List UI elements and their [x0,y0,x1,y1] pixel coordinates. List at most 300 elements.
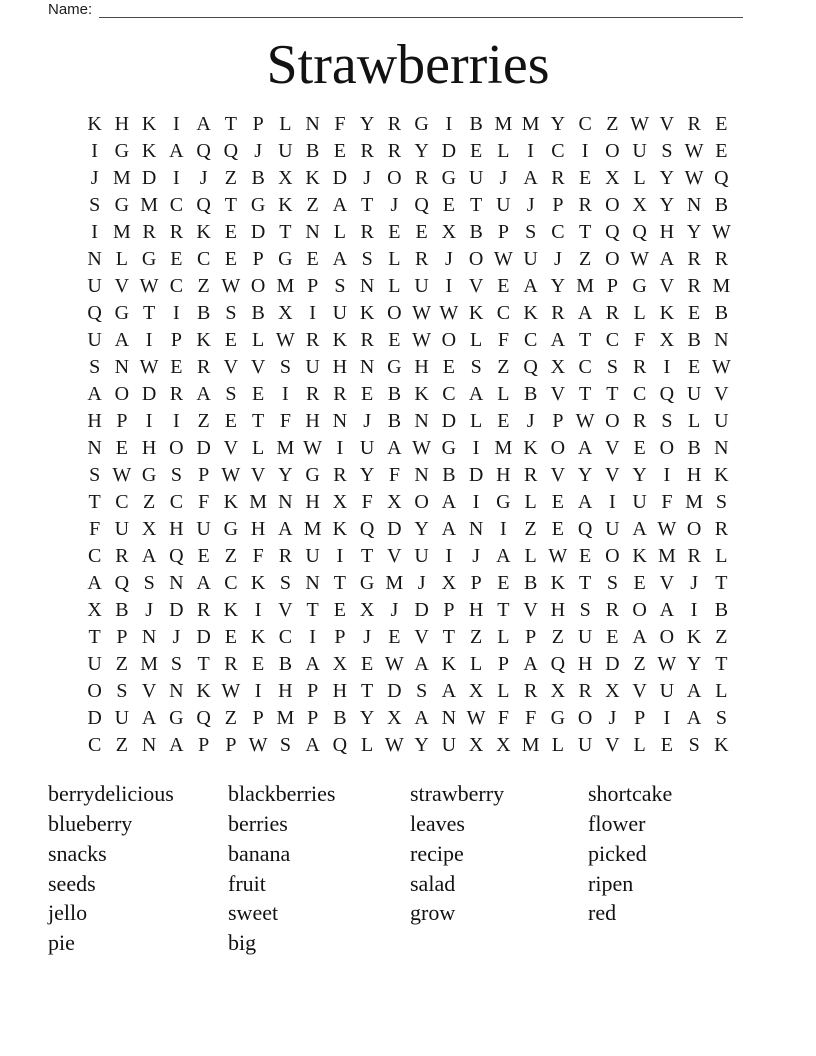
grid-letter: L [688,410,701,432]
grid-letter: N [359,275,375,297]
grid-letter: T [143,302,156,324]
grid-letter: D [605,653,620,675]
word-list-item: recipe [410,840,464,866]
grid-letter: T [579,572,592,594]
grid-letter: J [690,572,699,594]
word-list [48,779,768,958]
grid-letter: U [196,518,211,540]
grid-letter: I [91,140,98,162]
grid-letter: E [633,572,646,594]
grid-letter: T [361,545,374,567]
grid-letter: O [605,410,620,432]
grid-letter: C [87,545,102,567]
grid-letter: D [468,464,484,486]
grid-letter: R [169,383,184,405]
grid-row [81,462,735,489]
grid-letter: J [363,410,372,432]
grid-letter: E [388,221,401,243]
grid-letter: B [687,437,701,459]
grid-row [81,408,735,435]
grid-letter: H [305,491,320,513]
word-search-grid [81,111,735,759]
grid-letter: X [468,734,484,756]
grid-letter: T [88,626,101,648]
grid-letter: W [493,248,513,270]
grid-letter: B [115,599,129,621]
grid-letter: R [523,464,538,486]
word-list-item: sweet [228,900,279,926]
grid-letter: T [579,329,592,351]
name-label: Name: [48,1,93,18]
grid-letter: R [414,167,429,189]
grid-letter: I [145,329,153,351]
grid-letter: R [333,383,347,405]
grid-letter: V [250,464,266,486]
grid-letter: L [252,437,265,459]
grid-letter: Q [714,167,729,189]
grid-letter: P [606,275,618,297]
grid-letter: F [634,329,646,351]
grid-letter: A [441,518,457,540]
grid-letter: J [363,626,372,648]
grid-letter: P [307,707,319,729]
grid-letter: N [359,356,375,378]
word-list-item: ripen [588,870,634,896]
grid-letter: G [414,113,429,135]
grid-letter: K [196,329,211,351]
grid-letter: P [443,599,455,621]
grid-letter: U [332,302,348,324]
grid-letter: E [442,194,455,216]
grid-letter: W [711,356,731,378]
grid-letter: W [412,302,432,324]
grid-letter: H [169,518,184,540]
grid-letter: L [361,734,374,756]
grid-letter: X [441,221,457,243]
grid-letter: F [252,545,264,567]
grid-letter: E [715,140,728,162]
grid-letter: W [112,464,132,486]
grid-letter: J [444,248,453,270]
grid-letter: E [715,113,728,135]
grid-letter: F [198,491,210,513]
grid-letter: T [715,653,728,675]
grid-letter: W [139,356,159,378]
grid-letter: D [141,167,157,189]
grid-letter: I [282,383,289,405]
grid-letter: Z [306,194,319,216]
grid-letter: U [523,248,538,270]
grid-letter: A [523,275,538,297]
grid-letter: E [170,248,183,270]
grid-letter: H [87,410,102,432]
grid-letter: O [659,437,675,459]
word-list-item: fruit [228,870,266,896]
grid-letter: N [305,221,320,243]
grid-letter: O [169,437,184,459]
grid-letter: G [387,356,402,378]
grid-letter: P [252,113,264,135]
grid-letter: O [632,599,647,621]
grid-letter: X [387,491,402,513]
grid-letter: X [359,599,375,621]
grid-letter: E [361,653,374,675]
grid-letter: O [250,275,266,297]
grid-letter: X [387,707,402,729]
grid-letter: T [361,680,374,702]
grid-letter: I [254,680,262,702]
grid-letter: B [714,194,729,216]
grid-letter: N [169,572,184,594]
word-list-column [48,779,228,958]
grid-letter: U [714,410,729,432]
grid-letter: X [87,599,102,621]
grid-letter: T [579,221,592,243]
grid-letter: W [575,410,595,432]
grid-letter: I [472,491,480,513]
grid-letter: A [196,113,211,135]
grid-letter: L [470,410,483,432]
grid-letter: N [114,356,130,378]
word-list-item: salad [410,870,456,896]
grid-letter: Y [659,167,675,189]
grid-letter: U [605,518,620,540]
grid-letter: R [605,302,620,324]
grid-letter: Y [359,113,375,135]
grid-letter: E [497,410,510,432]
page-title: Strawberries [266,34,550,96]
grid-letter: E [333,599,346,621]
grid-letter: S [715,707,727,729]
grid-letter: N [714,329,729,351]
grid-letter: A [332,194,348,216]
grid-letter: H [114,113,130,135]
word-list-item: flower [588,810,646,836]
grid-letter: F [361,491,373,513]
grid-letter: U [114,707,130,729]
grid-letter: X [550,356,566,378]
grid-letter: A [686,680,702,702]
grid-letter: Q [359,518,375,540]
grid-letter: M [276,275,295,297]
grid-letter: K [659,302,675,324]
grid-letter: R [278,545,293,567]
grid-letter: I [173,410,180,432]
grid-letter: K [686,626,702,648]
grid-letter: M [521,113,540,135]
grid-letter: R [687,248,701,270]
grid-letter: X [605,167,620,189]
grid-letter: Z [715,626,728,648]
grid-letter: J [499,167,508,189]
grid-letter: C [224,572,238,594]
grid-letter: G [359,572,375,594]
grid-letter: L [333,221,346,243]
grid-letter: L [633,734,646,756]
grid-letter: W [466,707,486,729]
grid-letter: A [659,599,675,621]
grid-letter: M [657,545,676,567]
grid-letter: J [390,194,399,216]
grid-letter: S [579,599,591,621]
grid-letter: I [309,626,316,648]
grid-letter: I [309,302,316,324]
grid-letter: I [91,221,98,243]
grid-letter: K [632,545,647,567]
grid-letter: B [387,410,402,432]
grid-letter: F [388,464,400,486]
grid-letter: E [333,140,346,162]
grid-letter: X [441,572,457,594]
grid-letter: H [468,599,484,621]
grid-letter: P [634,707,646,729]
grid-letter: M [140,653,159,675]
word-list-column [588,779,768,958]
grid-letter: Q [523,356,538,378]
grid-letter: A [387,437,402,459]
grid-letter: K [250,626,266,648]
grid-letter: A [441,680,457,702]
grid-letter: A [523,653,538,675]
word-list-item: red [588,900,617,926]
grid-letter: I [445,545,453,567]
grid-letter: F [497,329,509,351]
grid-letter: R [305,383,320,405]
grid-letter: E [224,221,237,243]
grid-letter: U [659,680,675,702]
grid-letter: M [712,275,731,297]
grid-letter: N [305,572,320,594]
grid-letter: U [441,734,457,756]
grid-letter: V [250,356,266,378]
grid-letter: F [497,707,509,729]
grid-letter: A [414,707,429,729]
grid-letter: G [250,194,266,216]
word-list-item: snacks [48,840,107,866]
grid-letter: D [87,707,102,729]
grid-letter: L [388,248,401,270]
grid-row [81,111,735,138]
grid-letter: J [90,167,99,189]
grid-letter: K [523,302,538,324]
grid-letter: W [384,653,404,675]
grid-letter: E [388,626,401,648]
word-list-item: big [228,930,257,956]
grid-letter: E [551,518,564,540]
grid-letter: O [659,626,675,648]
grid-letter: S [361,248,373,270]
grid-letter: Z [115,734,128,756]
grid-letter: S [525,221,537,243]
grid-letter: V [278,599,293,621]
grid-letter: Y [659,194,675,216]
grid-letter: N [332,410,348,432]
grid-letter: R [142,221,156,243]
grid-letter: V [414,626,429,648]
grid-letter: G [441,167,457,189]
grid-letter: J [145,599,154,621]
grid-letter: C [551,221,565,243]
grid-letter: D [414,599,429,621]
grid-letter: K [250,572,266,594]
word-list-item: strawberry [410,781,505,806]
grid-letter: Y [550,275,566,297]
grid-letter: G [496,491,511,513]
grid-letter: K [223,599,239,621]
grid-letter: C [551,140,565,162]
grid-letter: O [387,167,402,189]
word-list-item: leaves [410,810,465,836]
grid-letter: X [278,302,293,324]
grid-letter: N [87,248,102,270]
grid-letter: V [714,383,729,405]
grid-letter: G [114,140,130,162]
grid-letter: T [442,626,455,648]
grid-letter: V [468,275,484,297]
grid-letter: C [169,275,184,297]
grid-letter: U [632,140,647,162]
grid-letter: K [332,518,348,540]
grid-letter: U [632,491,647,513]
grid-letter: E [115,437,128,459]
grid-letter: Y [278,464,293,486]
grid-letter: A [141,545,157,567]
grid-letter: Y [632,464,647,486]
grid-letter: K [414,383,429,405]
grid-letter: R [224,653,238,675]
grid-letter: E [224,626,237,648]
grid-letter: Z [497,356,510,378]
grid-letter: V [605,437,620,459]
grid-letter: B [251,167,265,189]
grid-letter: R [360,140,374,162]
grid-letter: W [303,437,323,459]
grid-letter: B [714,302,729,324]
grid-letter: J [526,410,535,432]
grid-letter: O [605,545,620,567]
grid-letter: Y [414,734,429,756]
grid-letter: M [112,167,131,189]
grid-letter: K [714,464,729,486]
grid-letter: I [500,518,507,540]
grid-letter: T [497,599,510,621]
grid-letter: S [661,140,673,162]
grid-letter: F [279,410,291,432]
grid-letter: F [525,707,537,729]
grid-letter: N [141,626,157,648]
grid-letter: Z [224,545,237,567]
grid-letter: V [387,545,402,567]
word-list-column [410,779,588,958]
grid-letter: A [632,626,647,648]
grid-letter: P [497,221,509,243]
grid-letter: S [606,572,618,594]
grid-letter: A [496,545,511,567]
grid-letter: A [87,572,102,594]
grid-row [81,705,735,732]
grid-letter: N [169,680,184,702]
grid-letter: Q [196,194,211,216]
grid-letter: L [279,113,292,135]
grid-letter: E [252,653,265,675]
grid-letter: R [714,518,729,540]
grid-letter: L [497,140,510,162]
grid-letter: Z [197,410,210,432]
grid-letter: Q [223,140,239,162]
grid-letter: N [141,734,157,756]
grid-letter: W [221,275,241,297]
grid-letter: E [688,302,701,324]
grid-letter: W [657,518,677,540]
grid-letter: O [441,329,457,351]
grid-letter: K [359,302,375,324]
grid-letter: S [225,302,237,324]
grid-letter: A [196,383,211,405]
grid-letter: U [359,437,375,459]
grid-letter: M [303,518,322,540]
grid-letter: O [577,707,593,729]
grid-letter: X [605,680,620,702]
grid-letter: T [715,572,728,594]
grid-letter: Y [359,464,375,486]
grid-letter: R [305,329,320,351]
grid-letter: A [632,518,647,540]
word-list-item: banana [228,840,291,866]
grid-letter: J [417,572,426,594]
grid-letter: G [278,248,293,270]
grid-letter: S [225,383,237,405]
grid-letter: B [442,464,456,486]
grid-letter: T [306,599,319,621]
grid-letter: P [470,572,482,594]
grid-letter: A [550,329,566,351]
grid-letter: S [89,194,101,216]
grid-letter: R [523,680,538,702]
grid-letter: V [523,599,538,621]
grid-letter: W [684,140,704,162]
grid-letter: L [524,545,537,567]
grid-letter: I [445,113,453,135]
grid-row [81,543,735,570]
grid-letter: Q [114,572,130,594]
grid-letter: K [141,113,157,135]
grid-letter: Q [632,221,647,243]
grid-letter: L [551,734,564,756]
grid-letter: J [553,248,562,270]
grid-letter: Q [196,140,211,162]
grid-letter: D [250,221,266,243]
grid-letter: D [196,626,211,648]
grid-letter: S [279,734,291,756]
grid-letter: I [145,410,153,432]
grid-letter: R [632,410,647,432]
grid-letter: R [578,680,592,702]
grid-letter: P [116,626,128,648]
word-list-item: grow [410,900,456,926]
grid-letter: X [141,518,157,540]
grid-letter: V [632,680,647,702]
grid-letter: L [252,329,265,351]
grid-letter: U [87,653,102,675]
grid-letter: X [332,491,348,513]
grid-row [81,489,735,516]
grid-letter: O [605,194,620,216]
grid-row [81,651,735,678]
grid-letter: R [687,275,701,297]
grid-letter: S [606,356,618,378]
grid-letter: J [390,599,399,621]
grid-letter: X [550,680,566,702]
